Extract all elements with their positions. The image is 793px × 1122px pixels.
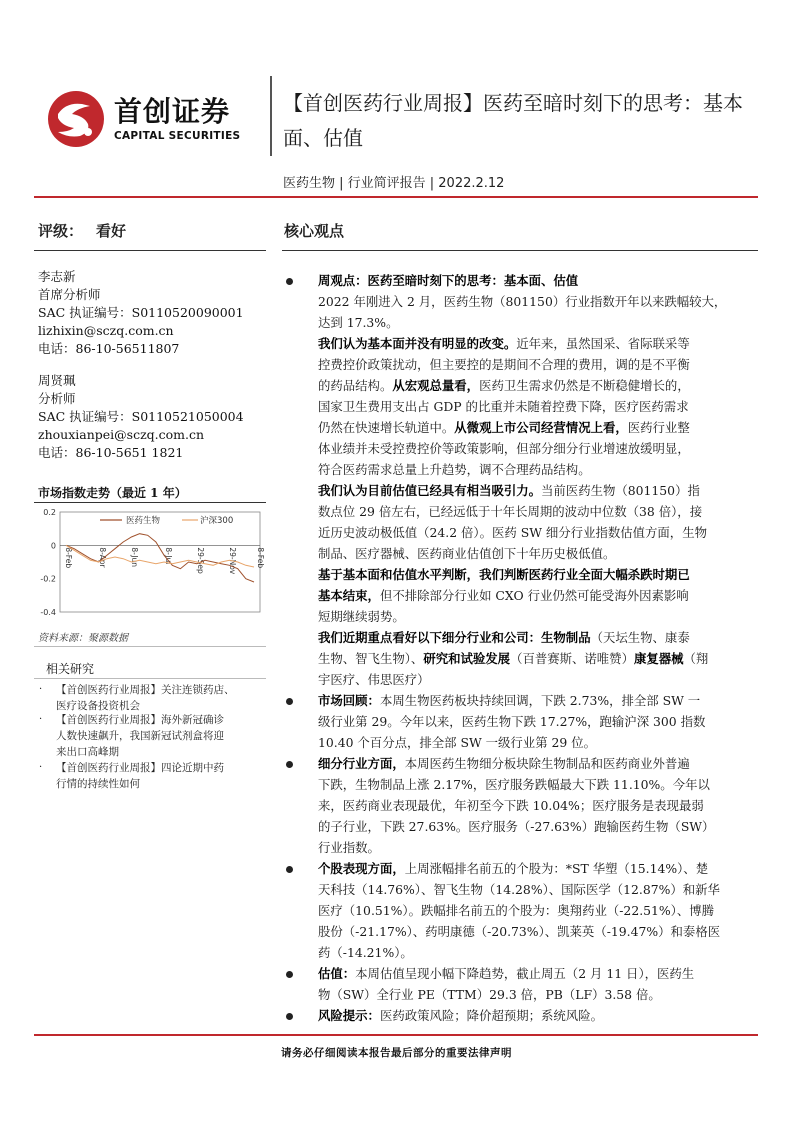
x-tick-label: 29-Sep xyxy=(196,547,205,574)
brand-name-en: CAPITAL SECURITIES xyxy=(114,130,241,142)
related-item-line: 行情的持续性如何 xyxy=(56,778,140,790)
related-item-2[interactable] xyxy=(56,712,266,760)
body-line: 近历史波动极低值（24.2 倍）。医药 SW 细分行业指数估值方面，生物 xyxy=(318,525,707,540)
analyst-role: 首席分析师 xyxy=(38,287,101,302)
body-line: 医疗（10.51%）。跌幅排名前五的个股为：奥翔药业（-22.51%）、博腾 xyxy=(318,903,715,918)
analyst-sac: SAC 执证编号：S0110520090001 xyxy=(38,305,244,320)
left-heading-rule xyxy=(34,250,266,251)
analyst-email[interactable]: zhouxianpei@sczq.com.cn xyxy=(38,427,205,442)
body-emphasis: 我们认为目前估值已经具有相当吸引力。 xyxy=(318,483,542,498)
chart-source: 资料来源：聚源数据 xyxy=(38,633,128,644)
report-meta: 医药生物 | 行业简评报告 | 2022.2.12 xyxy=(283,176,505,191)
body-line: 的子行业，下跌 27.63%。医疗服务（-27.63%）跑输医药生物（SW） xyxy=(318,819,715,834)
related-research-heading: 相关研究 xyxy=(46,662,95,676)
body-emphasis: 基于基本面和估值水平判断，我们判断医药行业全面大幅杀跌时期已 xyxy=(318,567,690,582)
chart-source-rule xyxy=(34,646,266,647)
x-tick-label: 8-Jul xyxy=(164,547,173,565)
body-emphasis: 细分行业方面， xyxy=(318,756,405,771)
body-emphasis: 市场回顾： xyxy=(318,693,380,708)
rating-label: 评级： xyxy=(38,222,84,240)
related-item-line: 【首创医药行业周报】四论近期中药 xyxy=(56,762,224,774)
related-item-1[interactable] xyxy=(56,682,266,714)
x-tick-label: 29-Nov xyxy=(228,547,237,575)
body-text: 生物、智飞生物）、 xyxy=(318,651,424,666)
body-emphasis: 个股表现方面， xyxy=(318,861,405,876)
body-text: 近年来，虽然国采、省际联采等 xyxy=(516,336,690,351)
body-emphasis: 康复器械 xyxy=(633,651,684,666)
body-line: 下跌，生物制品上涨 2.17%，医疗服务跌幅最大下跌 11.10%。今年以 xyxy=(318,777,710,792)
body-line: 来，医药商业表现最优，年初至今下跌 10.04%；医疗服务是表现最弱 xyxy=(318,798,704,813)
body-text: 的药品结构。 xyxy=(318,378,393,393)
body-line: 药（-14.21%）。 xyxy=(318,945,413,960)
analyst-card-1 xyxy=(38,268,244,358)
body-line: 短期继续弱势。 xyxy=(318,609,405,624)
right-heading-rule xyxy=(282,250,758,251)
body-line: 级行业第 29。今年以来，医药生物下跌 17.27%，跑输沪深 300 指数 xyxy=(318,714,706,729)
related-bullet: · xyxy=(39,684,43,695)
body-line: 2022 年刚进入 2 月，医药生物（801150）行业指数开年以来跌幅较大， xyxy=(318,294,727,309)
body-line: 行业指数。 xyxy=(318,840,380,855)
weekly-view-heading: 周观点：医药至暗时刻下的思考：基本面、估值 xyxy=(318,273,579,288)
capital-securities-logo xyxy=(44,88,259,150)
body-emphasis: 我们认为基本面并没有明显的改变。 xyxy=(318,336,517,351)
body-line: 国家卫生费用支出占 GDP 的比重并未随着控费下降，医疗医药需求 xyxy=(318,399,689,414)
related-bullet: · xyxy=(39,714,43,725)
analyst-email[interactable]: lizhixin@sczq.com.cn xyxy=(38,323,174,338)
related-bullet: · xyxy=(39,762,43,773)
chart-legend xyxy=(100,515,233,526)
body-emphasis: 从宏观总量看， xyxy=(392,378,480,393)
related-item-line: 人数快速飙升，我国新冠试剂盒将迎 xyxy=(56,730,224,742)
body-text: （翔 xyxy=(683,651,709,666)
body-line: 宇医疗、伟思医疗） xyxy=(318,672,430,687)
stock-performance-block xyxy=(318,858,738,963)
analyst-name: 李志新 xyxy=(38,269,76,284)
sub-industry-block xyxy=(318,753,738,858)
body-emphasis: 我们近期重点看好以下细分行业和公司：生物制品 xyxy=(318,630,591,645)
legend-label-pharma: 医药生物 xyxy=(126,516,161,526)
body-emphasis: 风险提示： xyxy=(318,1008,380,1023)
chart-title-rule xyxy=(34,502,266,503)
bullet-icon xyxy=(286,761,293,768)
analyst-card-2 xyxy=(38,372,244,462)
body-text: 上周涨幅排名前五的个股为：*ST 华塑（15.14%）、楚 xyxy=(404,861,709,876)
bullet-icon xyxy=(286,971,293,978)
market-review-block xyxy=(318,690,738,753)
body-line: 数点位 29 倍左右，已经远低于十年长周期的波动中位数（38 倍），接 xyxy=(318,504,703,519)
body-text: 医药行业整 xyxy=(627,420,690,435)
footer-rule xyxy=(34,1034,758,1036)
y-tick-label: 0 xyxy=(50,541,56,551)
bullet-icon xyxy=(286,698,293,705)
body-emphasis: 从微观上市公司经营情况上看， xyxy=(454,420,628,435)
y-tick-label: 0.2 xyxy=(43,508,56,517)
body-line: 物（SW）全行业 PE（TTM）29.3 倍，PB（LF）3.58 倍。 xyxy=(318,987,661,1002)
related-item-3[interactable] xyxy=(56,760,266,792)
y-tick-label: -0.4 xyxy=(40,608,56,617)
related-heading-rule xyxy=(34,678,266,679)
x-tick-label: 8-Jun xyxy=(130,547,139,567)
body-text: 本周估值呈现小幅下降趋势，截止周五（2 月 11 日），医药生 xyxy=(355,966,695,981)
related-item-line: 【首创医药行业周报】海外新冠确诊 xyxy=(56,714,224,726)
x-tick-label: 8-Apr xyxy=(98,547,107,568)
related-item-line: 医疗设备投资机会 xyxy=(56,700,140,712)
body-text: 但不排除部分行业如 CXO 行业仍然可能受海外因素影响 xyxy=(379,588,689,603)
body-text: 当前医药生物（801150）指 xyxy=(541,483,700,498)
rating-value: 看好 xyxy=(96,222,127,240)
bullet-icon xyxy=(286,866,293,873)
body-text: 本周生物医药板块持续回调，下跌 2.73%，排全部 SW 一 xyxy=(379,693,701,708)
legal-disclaimer-notice: 请务必仔细阅读本报告最后部分的重要法律声明 xyxy=(281,1047,512,1059)
x-tick-label: 8-Feb xyxy=(64,547,73,569)
body-text: （天坛生物、康泰 xyxy=(590,630,690,645)
core-views-heading: 核心观点 xyxy=(284,222,345,240)
header-divider xyxy=(270,76,272,156)
valuation-block xyxy=(318,963,738,1005)
body-emphasis: 基本结束， xyxy=(318,588,380,603)
body-text: 仍然在快速增长轨道中。 xyxy=(318,420,455,435)
analyst-phone: 电话：86-10-5651 1821 xyxy=(38,445,184,460)
body-line: 10.40 个百分点，排全部 SW 一级行业第 29 位。 xyxy=(318,735,597,750)
body-emphasis: 估值： xyxy=(318,966,356,981)
analyst-sac: SAC 执证编号：S0110521050004 xyxy=(38,409,244,424)
body-text: 本周医药生物细分板块除生物制品和医药商业外普遍 xyxy=(404,756,690,771)
analyst-role: 分析师 xyxy=(38,391,76,406)
risk-warning-block xyxy=(318,1005,738,1026)
body-line: 天科技（14.76%）、智飞生物（14.28%）、国际医学（12.87%）和新华 xyxy=(318,882,720,897)
body-text: 医药卫生需求仍然是不断稳健增长的， xyxy=(479,378,690,393)
analyst-phone: 电话：86-10-56511807 xyxy=(38,341,180,356)
bullet-icon xyxy=(286,278,293,285)
related-item-line: 来出口高峰期 xyxy=(56,746,119,758)
series-line-pharma xyxy=(66,534,254,582)
legend-label-csi300: 沪深300 xyxy=(200,516,234,526)
body-line: 制品、医疗器械、医药商业估值创下十年历史极低值。 xyxy=(318,546,616,561)
body-line: 控费控价政策扰动，但主要控的是期间不合理的费用，调的是不平衡 xyxy=(318,357,690,372)
report-title xyxy=(283,86,753,156)
weekly-view-block xyxy=(318,270,738,690)
body-text: （百普赛斯、诺唯赞） xyxy=(510,651,634,666)
header-rule xyxy=(34,196,758,198)
chart-title: 市场指数走势（最近 1 年） xyxy=(38,486,187,500)
brand-name-cn: 首创证券 xyxy=(114,95,231,128)
body-line: 达到 17.3%。 xyxy=(318,315,399,330)
bullet-icon xyxy=(286,1013,293,1020)
related-item-line: 【首创医药行业周报】关注连锁药店、 xyxy=(56,684,235,696)
analyst-name: 周贤珮 xyxy=(38,373,76,388)
body-text: 医药政策风险；降价超预期；系统风险。 xyxy=(379,1008,603,1023)
body-line: 股份（-21.17%）、药明康德（-20.73%）、凯莱英（-19.47%）和泰格医 xyxy=(318,924,721,939)
x-tick-label: 8-Feb xyxy=(256,547,265,569)
body-line: 符合医药需求总量上升趋势，调不合理药品结构。 xyxy=(318,462,591,477)
y-tick-label: -0.2 xyxy=(40,574,56,584)
market-index-chart xyxy=(34,506,266,624)
body-emphasis: 研究和试验发展 xyxy=(423,651,511,666)
report-title-line1: 【首创医药行业周报】医药至暗时刻下的思考：基本 xyxy=(283,91,743,115)
body-line: 体业绩并未受控费控价等政策影响，但部分细分行业增速放缓明显， xyxy=(318,441,690,456)
report-title-line2: 面、估值 xyxy=(283,126,363,150)
